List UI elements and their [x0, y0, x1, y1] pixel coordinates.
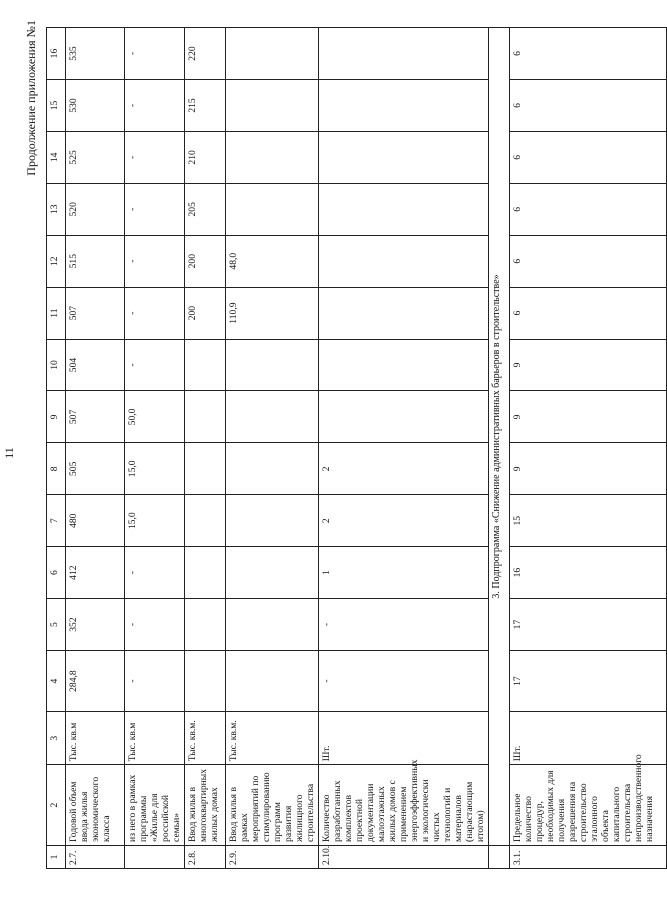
value-cell	[226, 495, 319, 547]
header-cell: 4	[47, 650, 66, 711]
header-cell: 1	[47, 845, 66, 868]
indicator-name: Годовой объем ввода жилья экономического класса	[66, 765, 125, 846]
value-cell	[226, 650, 319, 711]
value-cell: 48,0	[226, 235, 319, 287]
row-number: 2.8.	[185, 845, 226, 868]
value-cell: 17	[510, 599, 667, 651]
value-cell: 17	[510, 650, 667, 711]
row-number	[125, 845, 185, 868]
value-cell	[319, 131, 489, 183]
header-cell: 15	[47, 80, 66, 132]
value-cell	[319, 28, 489, 80]
value-cell: 535	[66, 28, 125, 80]
header-cell: 2	[47, 765, 66, 846]
unit: Тыс. кв.м	[125, 712, 185, 765]
value-cell	[226, 599, 319, 651]
header-cell: 11	[47, 287, 66, 339]
header-cell: 5	[47, 599, 66, 651]
value-cell: 6	[510, 131, 667, 183]
value-cell	[185, 547, 226, 599]
value-cell: 520	[66, 183, 125, 235]
value-cell: 200	[185, 235, 226, 287]
value-cell: 210	[185, 131, 226, 183]
header-cell: 6	[47, 547, 66, 599]
value-cell: 110,9	[226, 287, 319, 339]
indicator-name: Количество разработанных комплектов проектной документации малоэтажных жилых домов с применением энергоэффективных и экологически чистых технологий и материалов (нарастающим итогом)	[319, 765, 489, 846]
row-number: 3.1.	[510, 845, 667, 868]
header-cell: 12	[47, 235, 66, 287]
table-row	[510, 28, 667, 869]
value-cell	[319, 287, 489, 339]
value-cell: 480	[66, 495, 125, 547]
header-cell: 10	[47, 339, 66, 391]
header-row	[47, 28, 66, 869]
value-cell: 6	[510, 235, 667, 287]
table-row	[125, 28, 185, 869]
indicator-name: Предельное количество процедур, необходимых для получения разрешения на строительство эталонного объекта капитального строительства непроизводственного назначения	[510, 765, 667, 846]
unit: Шт.	[319, 712, 489, 765]
value-cell: 6	[510, 80, 667, 132]
header-cell: 14	[47, 131, 66, 183]
value-cell: 6	[510, 287, 667, 339]
empty-cell	[489, 845, 510, 868]
value-cell: 50,0	[125, 391, 185, 443]
value-cell: 200	[185, 287, 226, 339]
value-cell: 412	[66, 547, 125, 599]
value-cell: 530	[66, 80, 125, 132]
unit: Тыс. кв.м.	[185, 712, 226, 765]
value-cell: 2	[319, 495, 489, 547]
appendix-caption: Продолжение приложения №1	[24, 20, 38, 176]
value-cell	[226, 391, 319, 443]
value-cell: 6	[510, 183, 667, 235]
table-row	[226, 28, 319, 869]
value-cell: -	[125, 28, 185, 80]
value-cell	[319, 235, 489, 287]
value-cell	[226, 183, 319, 235]
value-cell: -	[125, 287, 185, 339]
unit: Шт.	[510, 712, 667, 765]
row-number: 2.10.	[319, 845, 489, 868]
indicators-table	[46, 27, 667, 869]
value-cell: 352	[66, 599, 125, 651]
header-cell: 9	[47, 391, 66, 443]
value-cell	[185, 495, 226, 547]
value-cell: 15,0	[125, 495, 185, 547]
table-row	[66, 28, 125, 869]
value-cell	[185, 339, 226, 391]
value-cell: -	[125, 339, 185, 391]
page-number: 11	[2, 447, 16, 459]
value-cell	[319, 183, 489, 235]
value-cell	[226, 339, 319, 391]
value-cell: 15	[510, 495, 667, 547]
value-cell	[226, 131, 319, 183]
value-cell: 2	[319, 443, 489, 495]
value-cell: 205	[185, 183, 226, 235]
indicator-name: из него в рамках программы «Жилье для российской семьи»	[125, 765, 185, 846]
value-cell: 507	[66, 287, 125, 339]
value-cell	[319, 339, 489, 391]
unit: Тыс. кв.м	[66, 712, 125, 765]
value-cell	[185, 443, 226, 495]
value-cell: 1	[319, 547, 489, 599]
indicator-name: Ввод жилья в рамках мероприятий по стимулированию программ развития жилищного строительства	[226, 765, 319, 846]
value-cell: 16	[510, 547, 667, 599]
section-title: 3. Подпрограмма «Снижение административных барьеров в строительстве»	[489, 28, 510, 846]
header-cell: 16	[47, 28, 66, 80]
value-cell	[185, 391, 226, 443]
value-cell: -	[125, 235, 185, 287]
unit: Тыс. кв.м.	[226, 712, 319, 765]
value-cell: -	[125, 131, 185, 183]
value-cell	[226, 80, 319, 132]
value-cell	[226, 547, 319, 599]
header-cell: 13	[47, 183, 66, 235]
header-cell: 8	[47, 443, 66, 495]
value-cell: 504	[66, 339, 125, 391]
indicator-name: Ввод жилья в многоквартирных жилых домах	[185, 765, 226, 846]
value-cell: 9	[510, 443, 667, 495]
value-cell	[185, 650, 226, 711]
value-cell: -	[125, 80, 185, 132]
section-row	[489, 28, 510, 869]
value-cell: 507	[66, 391, 125, 443]
value-cell: -	[319, 650, 489, 711]
value-cell: 9	[510, 339, 667, 391]
value-cell: -	[125, 183, 185, 235]
header-cell: 3	[47, 712, 66, 765]
value-cell: -	[319, 599, 489, 651]
value-cell	[226, 443, 319, 495]
value-cell: 9	[510, 391, 667, 443]
value-cell: 15,0	[125, 443, 185, 495]
value-cell	[319, 80, 489, 132]
header-cell: 7	[47, 495, 66, 547]
value-cell	[319, 391, 489, 443]
table-row	[185, 28, 226, 869]
table-row	[319, 28, 489, 869]
row-number: 2.7.	[66, 845, 125, 868]
value-cell: 215	[185, 80, 226, 132]
value-cell: 6	[510, 28, 667, 80]
value-cell: -	[125, 650, 185, 711]
value-cell: 505	[66, 443, 125, 495]
value-cell: 525	[66, 131, 125, 183]
value-cell: -	[125, 599, 185, 651]
value-cell: 515	[66, 235, 125, 287]
value-cell: 284,8	[66, 650, 125, 711]
value-cell	[185, 599, 226, 651]
value-cell	[226, 28, 319, 80]
value-cell: -	[125, 547, 185, 599]
row-number: 2.9.	[226, 845, 319, 868]
value-cell: 220	[185, 28, 226, 80]
